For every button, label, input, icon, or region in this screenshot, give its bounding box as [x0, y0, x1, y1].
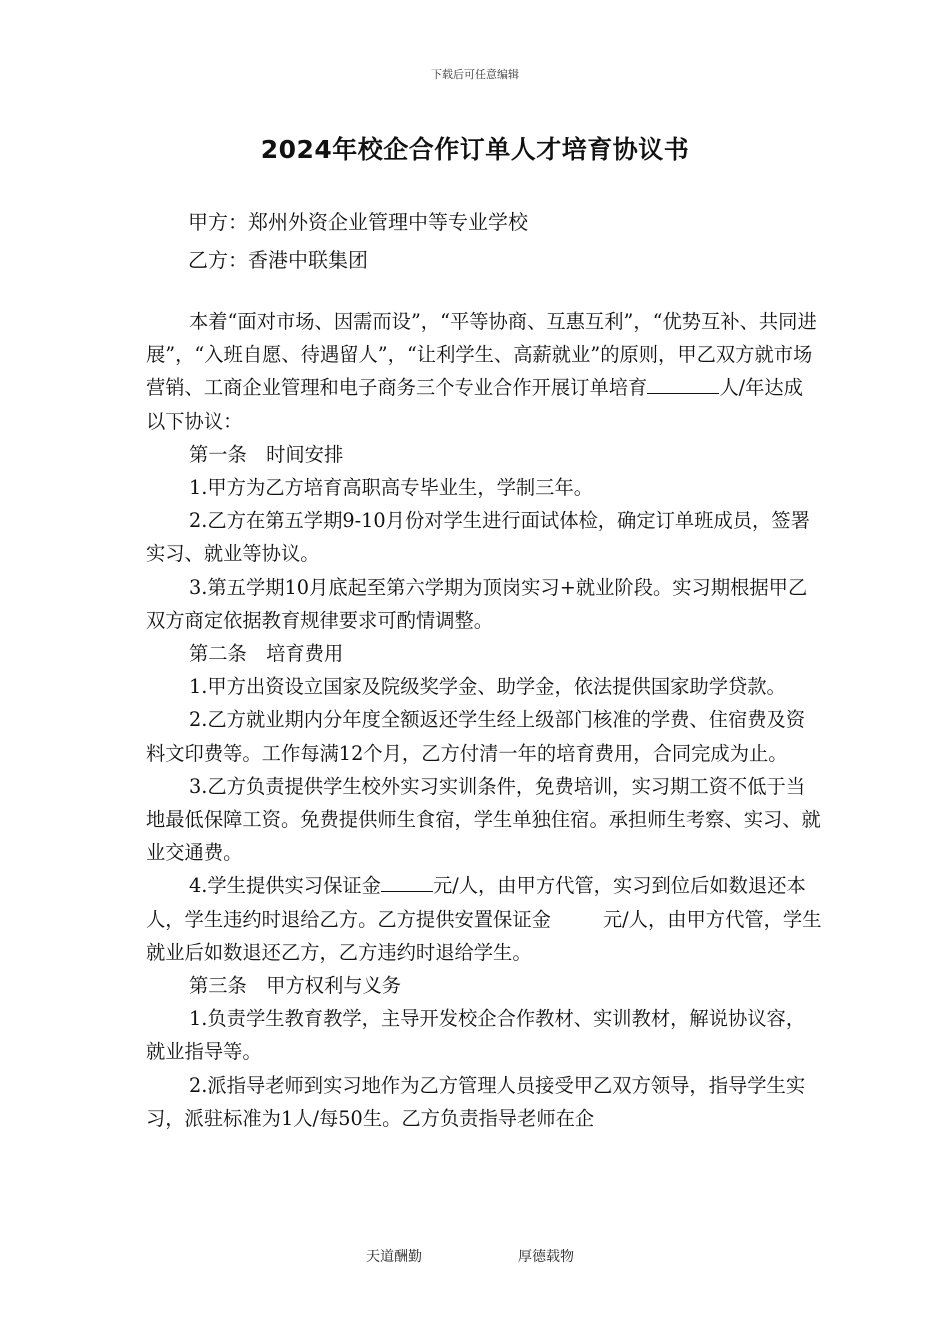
article-3-heading: 第三条 甲方权利与义务 — [189, 974, 402, 998]
article-2-clause-3: 3.乙方负责提供学生校外实习实训条件，免费培训，实习期工资不低于当地最低保障工资。免费提供师生食宿，学生单独住宿。承担师生考察、实习、就业交通费。 — [146, 774, 821, 865]
article-2-clause-2: 2.乙方就业期内分年度全额返还学生经上级部门核准的学费、住宿费及资料文印费等。工作每满12个月，乙方付清一年的培育费用，合同完成为止。 — [146, 708, 806, 765]
article-1-heading: 第一条 时间安排 — [189, 442, 344, 466]
intro-paragraph — [146, 305, 822, 438]
intro-text: 本着“面对市场、因需而设”，“平等协商、互惠互利”，“优势互补、共同进展”，“入班自愿、待遇留人”，“让利学生、高薪就业”的原则，甲乙双方就市场营销、工商企业管理和电子商务三个专业合作开展订单培育 — [146, 310, 817, 400]
footer-right-motto: 厚德载物 — [518, 1249, 574, 1265]
article-1-clause-2: 2.乙方在第五学期9-10月份对学生进行面试体检，确定订单班成员，签署实习、就业等协议。 — [146, 509, 810, 566]
clause-4-text-2: 元/人，由甲方代管，实习到位后如数退还本人，学生违约时退给乙方。乙方提供安置保证金 — [146, 874, 806, 931]
article-1-clause-3: 3.第五学期10月底起至第六学期为顶岗实习+就业阶段。实习期根据甲乙双方商定依据教育规律要求可酌情调整。 — [146, 575, 808, 632]
party-a: 甲方：郑州外资企业管理中等专业学校 — [188, 210, 528, 234]
document-title: 2024年校企合作订单人才培育协议书 — [260, 135, 690, 164]
article-3-clause-2: 2.派指导老师到实习地作为乙方管理人员接受甲乙双方领导，指导学生实习，派驻标准为1人/每50生。乙方负责指导老师在企 — [146, 1073, 806, 1130]
clause-4-text-3: 元/人，由甲方代管，学生就业后如数退还乙方，乙方违约时退给学生。 — [146, 907, 822, 964]
deposit-amount-blank — [381, 872, 433, 892]
clause-4-text-1: 4.学生提供实习保证金 — [189, 874, 381, 898]
article-2-clause-4 — [146, 869, 822, 969]
article-2-heading: 第二条 培育费用 — [189, 642, 344, 666]
party-b: 乙方：香港中联集团 — [188, 248, 368, 272]
agreement-body — [146, 305, 822, 1135]
footer-left-motto: 天道酬勤 — [366, 1249, 422, 1265]
article-1-clause-1: 1.甲方为乙方培育高职高专毕业生，学制三年。 — [189, 476, 594, 500]
article-3-clause-1: 1.负责学生教育教学，主导开发校企合作教材、实训教材，解说协议容，就业指导等。 — [146, 1007, 806, 1064]
article-2-clause-1: 1.甲方出资设立国家及院级奖学金、助学金，依法提供国家助学贷款。 — [189, 675, 786, 699]
header-note: 下载后可任意编辑 — [431, 68, 519, 81]
intro-text-end: 人/年达成以下协议： — [146, 376, 803, 433]
trainee-count-blank — [647, 374, 719, 394]
parties-block — [188, 203, 528, 279]
